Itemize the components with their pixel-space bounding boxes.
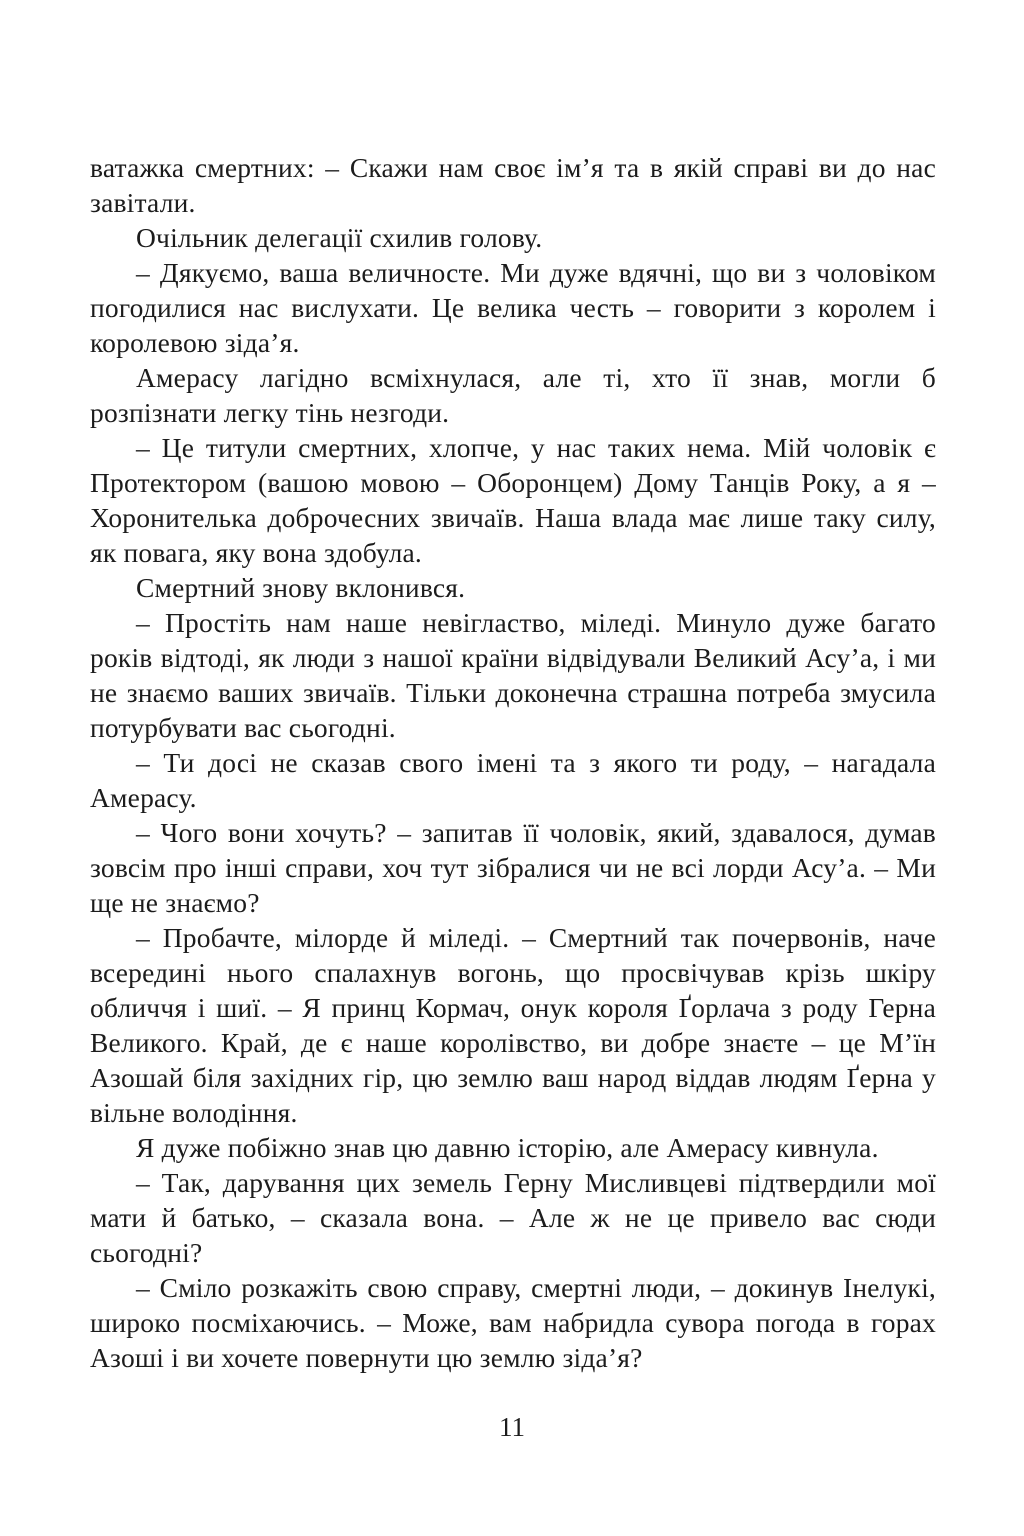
paragraph: – Простіть нам наше невігластво, міледі. Минуло дуже багато років відтоді, як люди з нашої країни відвідували Великий Асу’а, і ми не знаємо ваших звичаїв. Тільки доконечна страшна потреба змусила потурбувати вас сьогодні. bbox=[90, 607, 936, 743]
paragraph: – Це титули смертних, хлопче, у нас таких нема. Мій чоловік є Протектором (вашою мовою – Оборонцем) Дому Танців Року, а я – Хоронителька доброчесних звичаїв. Наша влада має лише таку силу, як повага, яку вона здобула. bbox=[90, 432, 936, 568]
paragraph: Очільник делегації схилив голову. bbox=[136, 222, 543, 253]
paragraph: – Чого вони хочуть? – запитав її чоловік, який, здавалося, думав зовсім про інші справи, хоч тут зібралися чи не всі лорди Асу’а. – Ми ще не знаємо? bbox=[90, 817, 936, 918]
paragraph: – Дякуємо, ваша величносте. Ми дуже вдячні, що ви з чоловіком погодилися нас вислухати. Це велика честь – говорити з королем і королевою зіда’я. bbox=[90, 257, 936, 358]
paragraph: – Ти досі не сказав свого імені та з якого ти роду, – нагадала Амерасу. bbox=[90, 747, 936, 813]
page-number: 11 bbox=[499, 1412, 525, 1442]
body-text bbox=[90, 150, 936, 1375]
paragraph: – Так, дарування цих земель Герну Мисливцеві підтвердили мої мати й батько, – сказала вона. – Але ж не це привело вас сюди сьогодні? bbox=[90, 1167, 936, 1268]
paragraph: Я дуже побіжно знав цю давню історію, але Амерасу кивнула. bbox=[136, 1132, 879, 1163]
paragraph: – Сміло розкажіть свою справу, смертні люди, – докинув Інелукі, широко посміхаючись. – Може, вам набридла сувора погода в горах Азоші і ви хочете повернути цю землю зіда’я? bbox=[90, 1272, 936, 1373]
paragraph: Амерасу лагідно всміхнулася, але ті, хто її знав, могли б розпізнати легку тінь незгоди. bbox=[90, 362, 936, 428]
paragraph: ватажка смертних: – Скажи нам своє ім’я та в якій справі ви до нас завітали. bbox=[90, 152, 936, 218]
paragraph: – Пробачте, мілорде й міледі. – Смертний так почервонів, наче всередині нього спалахнув вогонь, що просвічував крізь шкіру обличчя і шиї. – Я принц Кормач, онук короля Ґорлача з роду Герна Великого. Край, де є наше королівство, ви добре знаєте – це М’їн Азошай біля західних гір, цю землю ваш народ віддав людям Ґерна у вільне володіння. bbox=[90, 922, 936, 1128]
paragraph: Смертний знову вклонився. bbox=[136, 572, 466, 603]
